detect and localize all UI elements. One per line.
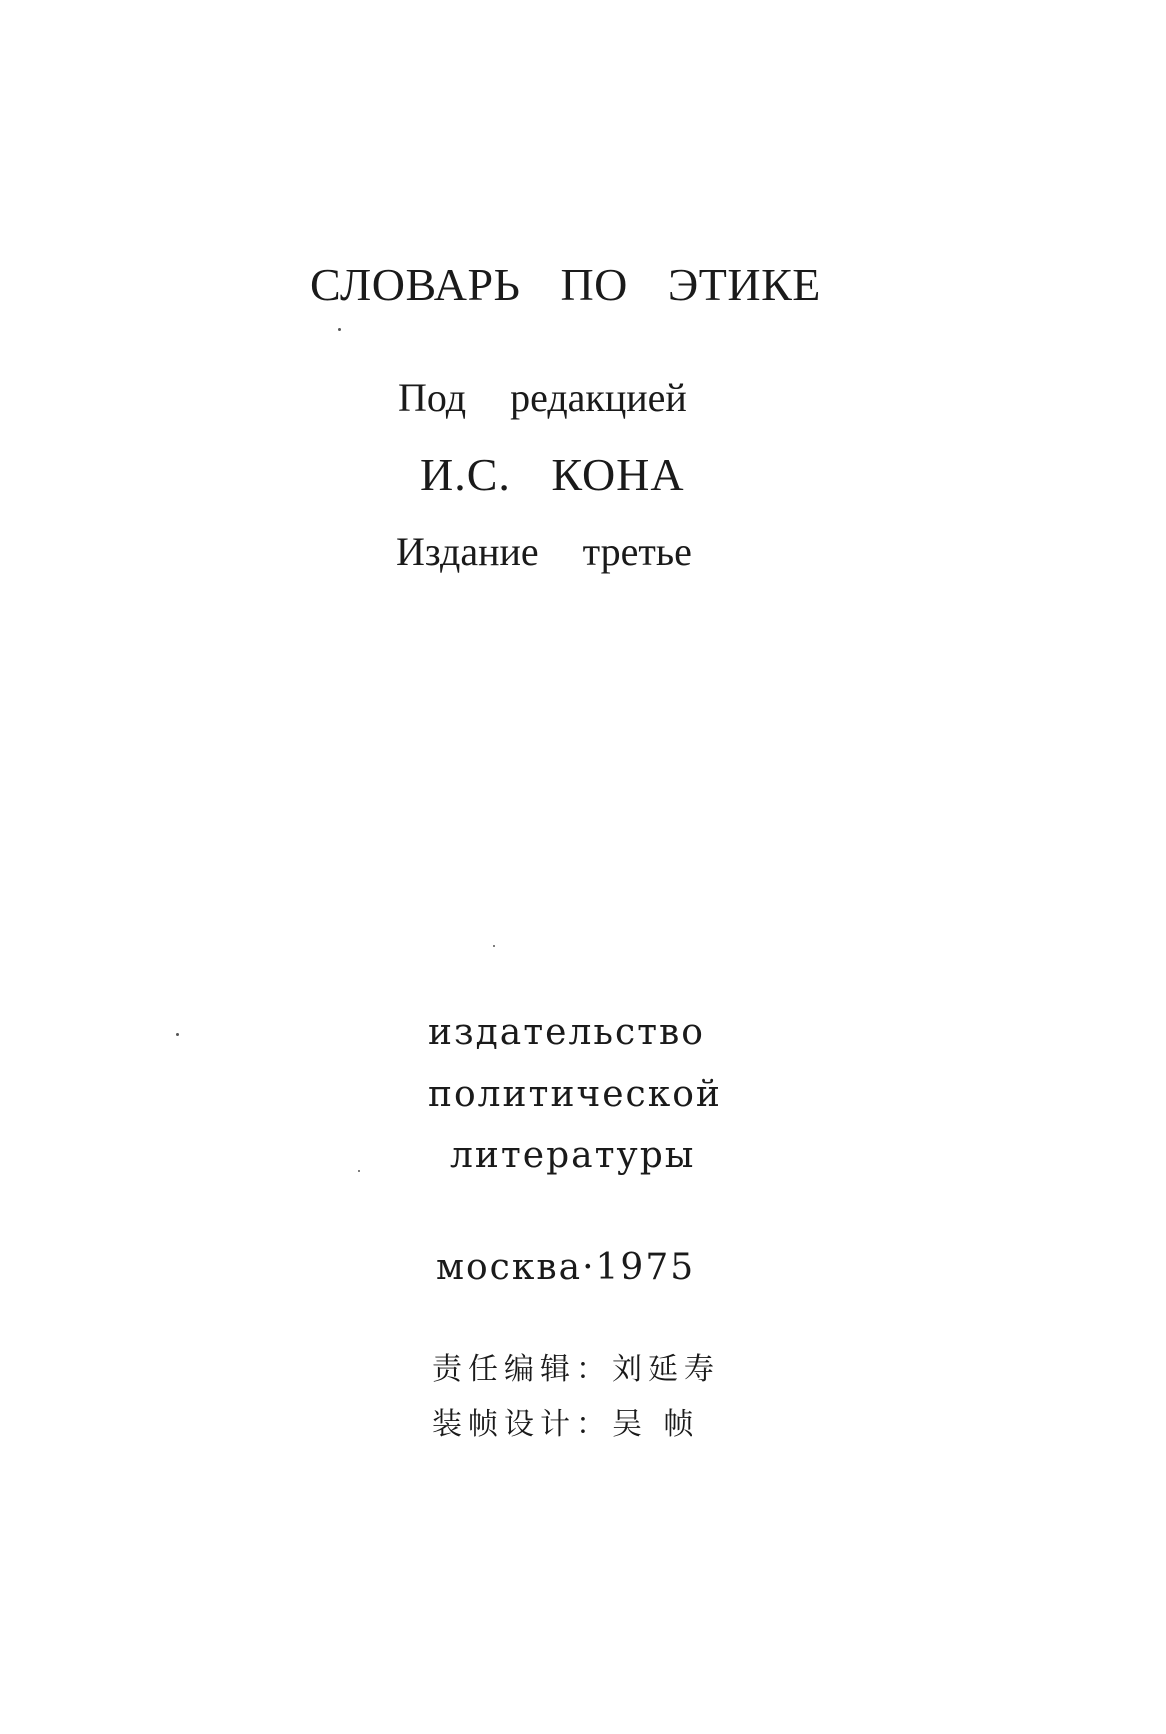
scan-speck bbox=[176, 1033, 179, 1036]
scan-speck bbox=[493, 945, 495, 947]
city-year: москва·1975 bbox=[436, 1247, 696, 1288]
publisher-line-3: литературы bbox=[450, 1135, 696, 1176]
edition-label: Издание третье bbox=[396, 529, 692, 574]
editorship-label: Под редакцией bbox=[398, 375, 687, 420]
scan-speck bbox=[338, 328, 341, 331]
binding-design-credit: 装帧设计：吴 帧 bbox=[432, 1407, 700, 1442]
publisher-line-2: политической bbox=[428, 1074, 722, 1115]
responsible-editor-credit: 责任编辑：刘延寿 bbox=[432, 1352, 720, 1387]
publisher-line-1: издательство bbox=[428, 1012, 705, 1053]
editor-name: И.С. КОНА bbox=[420, 449, 685, 500]
book-title: СЛОВАРЬ ПО ЭТИКЕ bbox=[310, 259, 821, 310]
scan-speck bbox=[358, 1170, 360, 1172]
